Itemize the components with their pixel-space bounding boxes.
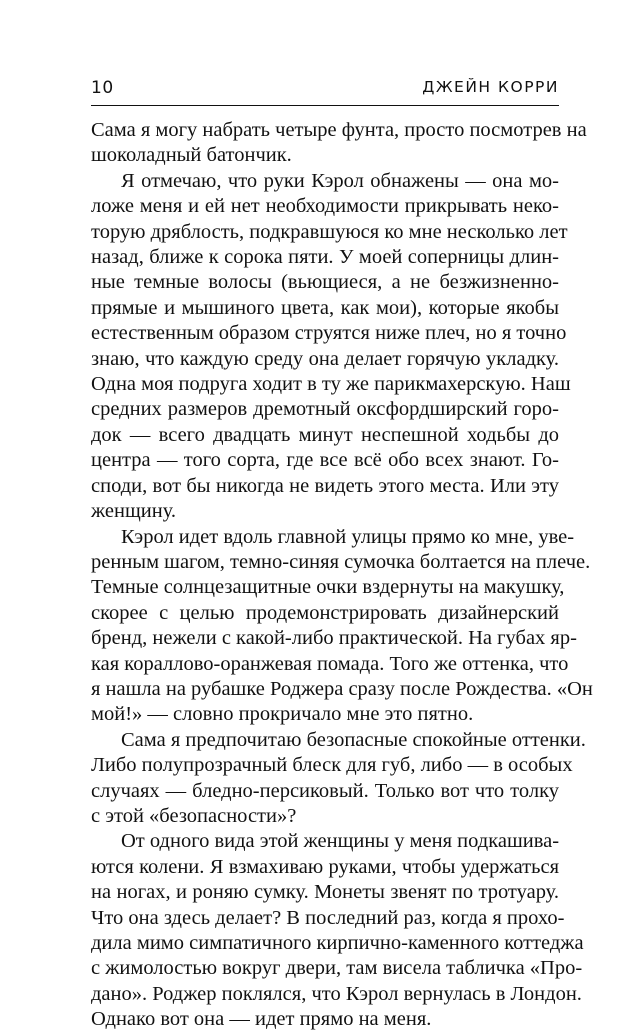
text-line: споди, вот бы никогда не видеть этого места. Или эту xyxy=(91,474,559,497)
paragraph xyxy=(91,525,593,728)
text-line: знаю, что каждую среду она делает горячую укладку. xyxy=(91,347,559,370)
text-line: Кэрол идет вдоль главной улицы прямо ко мне, уве- xyxy=(121,525,575,548)
text-line: случаях — бледно-персиковый. Только вот что толку xyxy=(91,779,559,802)
text-line: Одна моя подруга ходит в ту же парикмахерскую. Наш xyxy=(91,373,571,396)
text-line: ложе меня и ей нет необходимости прикрывать неко- xyxy=(91,195,559,218)
header-rule xyxy=(91,105,559,106)
text-line: с этой «безопасности»? xyxy=(91,804,297,827)
text-line: Сама я могу набрать четыре фунта, просто посмотрев на xyxy=(91,119,587,141)
text-line: бренд, нежели с какой-либо практической. На губах яр- xyxy=(91,627,577,650)
body-text xyxy=(91,118,593,1033)
text-line: прямые и мышиного цвета, как мои), которые якобы xyxy=(91,296,559,319)
text-line: центра — того сорта, где все всё обо всех знают. Го- xyxy=(91,449,559,472)
text-line: Сама я предпочитаю безопасные спокойные оттенки. xyxy=(121,728,586,751)
paragraph xyxy=(91,829,584,1032)
text-line: дила мимо симпатичного кирпично-каменного коттеджа xyxy=(91,932,584,954)
text-line: мой!» — словно прокричало мне это пятно. xyxy=(91,703,474,726)
text-line: Однако вот она — идет прямо на меня. xyxy=(91,1008,432,1031)
running-head-author: ДЖЕЙН КОРРИ xyxy=(422,78,559,96)
text-line: Я отмечаю, что руки Кэрол обнажены — она мо- xyxy=(121,169,559,192)
text-line: ются колени. Я взмахиваю руками, чтобы удержаться xyxy=(91,855,559,878)
paragraph xyxy=(91,118,587,169)
text-line: женщину. xyxy=(91,500,177,523)
text-line: торую дряблость, подкравшуюся ко мне несколько лет xyxy=(91,220,568,243)
text-line: Темные солнцезащитные очки вздернуты на макушку, xyxy=(91,576,565,599)
text-line: я нашла на рубашке Роджера сразу после Рождества. «Он xyxy=(91,677,593,700)
text-line: естественным образом струятся ниже плеч, но я точно xyxy=(91,322,567,345)
text-line: От одного вида этой женщины у меня подкашива- xyxy=(121,830,560,853)
text-line: Что она здесь делает? В последний раз, когда я прохо- xyxy=(91,906,565,929)
text-line: назад, ближе к сорока пяти. У моей соперницы длин- xyxy=(91,246,559,269)
page-header xyxy=(91,78,559,108)
text-line: средних размеров дремотный оксфордширский горо- xyxy=(91,398,559,421)
text-line: дано». Роджер поклялся, что Кэрол вернулась в Лондон. xyxy=(91,982,582,1005)
paragraph xyxy=(91,169,571,525)
text-line: на ногах, и роняю сумку. Монеты звенят по тротуару. xyxy=(91,881,559,904)
text-line: кая кораллово-оранжевая помада. Того же оттенка, что xyxy=(91,652,569,675)
text-line: Либо полупрозрачный блеск для губ, либо — в особых xyxy=(91,754,573,777)
text-line: ные темные волосы (вьющиеся, а не безжизненно- xyxy=(91,271,559,294)
paragraph xyxy=(91,728,586,830)
text-line: док — всего двадцать минут неспешной ходьбы до xyxy=(91,423,559,446)
text-line: шоколадный батончик. xyxy=(91,144,292,167)
page-number: 10 xyxy=(91,78,114,98)
text-line: с жимолостью вокруг двери, там висела табличка «Про- xyxy=(91,957,583,980)
text-line: скорее с целью продемонстрировать дизайнерский xyxy=(91,601,559,624)
text-line: ренным шагом, темно-синяя сумочка болтается на плече. xyxy=(91,550,591,573)
